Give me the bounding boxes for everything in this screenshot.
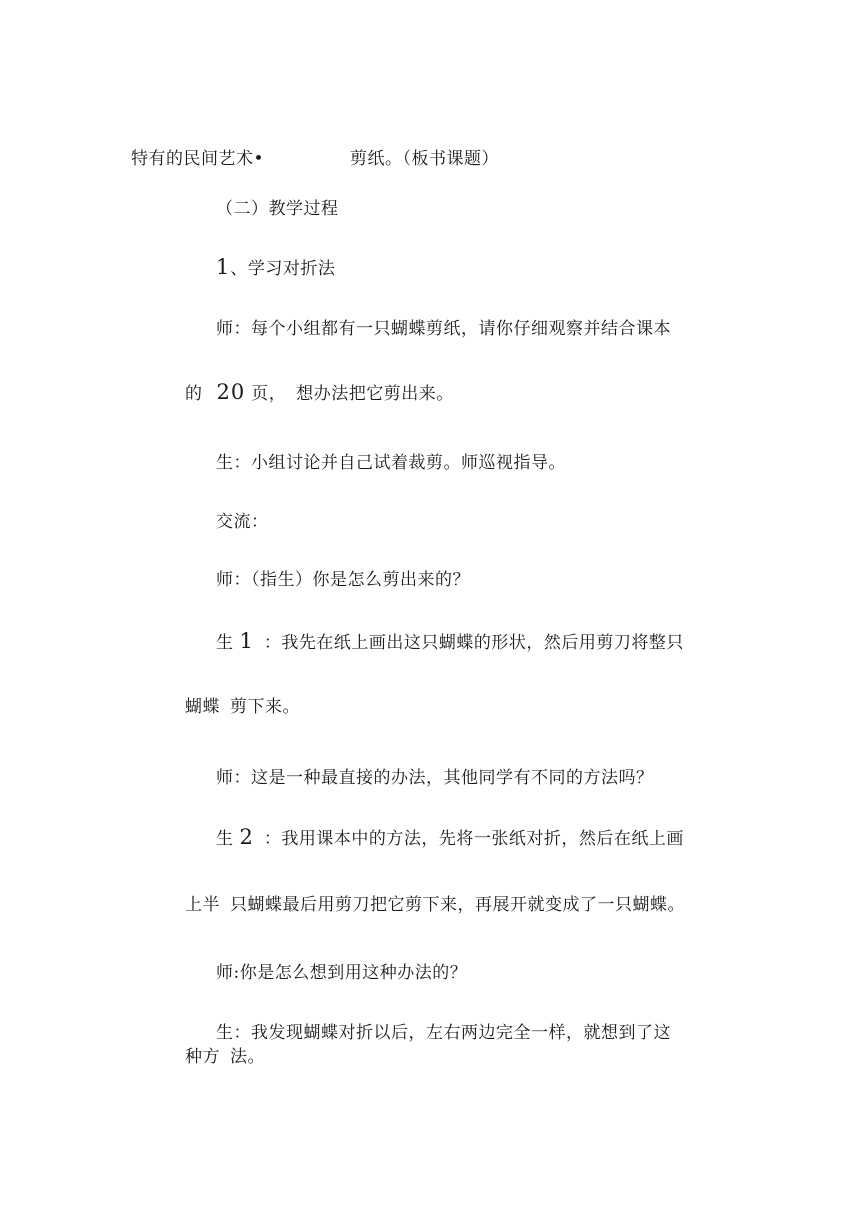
text-segment: 生 — [216, 829, 234, 849]
text-segment: 种方 — [185, 1047, 220, 1067]
text-segment: 蝴蝶 — [185, 697, 220, 717]
text-segment: 的 — [185, 384, 203, 404]
text-segment: 剪下来。 — [230, 697, 300, 717]
text-segment: 剪纸。（板书课题） — [350, 149, 500, 169]
text-segment: ：我先在纸上画出这只蝴蝶的形状，然后用剪刀将整只 — [263, 633, 684, 653]
text-line: 交流： — [216, 512, 269, 532]
text-segment: 特有的民间艺术• — [131, 149, 265, 169]
text-line — [216, 826, 684, 850]
text-line — [131, 148, 499, 170]
text-line — [185, 696, 300, 718]
text-line: 师:你是怎么想到用这种办法的？ — [216, 963, 468, 983]
text-segment: 法。 — [230, 1047, 265, 1067]
text-line — [216, 630, 684, 654]
section-number: 1 — [216, 255, 231, 279]
text-line — [185, 1046, 265, 1068]
text-line — [185, 894, 685, 916]
page-number-value: 20 — [216, 380, 246, 404]
text-segment: 页， — [251, 384, 287, 404]
text-segment: 想办法把它剪出来。 — [296, 384, 454, 404]
text-segment: 只蝴蝶最后用剪刀把它剪下来，再展开就变成了一只蝴蝶。 — [230, 895, 685, 915]
text-line — [185, 381, 454, 405]
student-number: 1 — [239, 629, 254, 653]
section-heading: （二）教学过程 — [216, 199, 339, 219]
text-line: 生：小组讨论并自己试着裁剪。师巡视指导。 — [216, 453, 566, 473]
text-segment: 生 — [216, 633, 234, 653]
student-number: 2 — [239, 825, 254, 849]
subsection-heading — [216, 256, 335, 280]
text-line: 师：这是一种最直接的办法，其他同学有不同的方法吗？ — [216, 768, 654, 788]
text-segment: 上半 — [185, 895, 220, 915]
text-line: 师：每个小组都有一只蝴蝶剪纸，请你仔细观察并结合课本 — [216, 319, 671, 339]
text-line: 生：我发现蝴蝶对折以后，左右两边完全一样，就想到了这 — [216, 1023, 671, 1043]
text-segment: 、学习对折法 — [230, 259, 336, 279]
text-line: 师：（指生）你是怎么剪出来的？ — [216, 570, 470, 590]
text-segment: ：我用课本中的方法，先将一张纸对折，然后在纸上画 — [263, 829, 684, 849]
